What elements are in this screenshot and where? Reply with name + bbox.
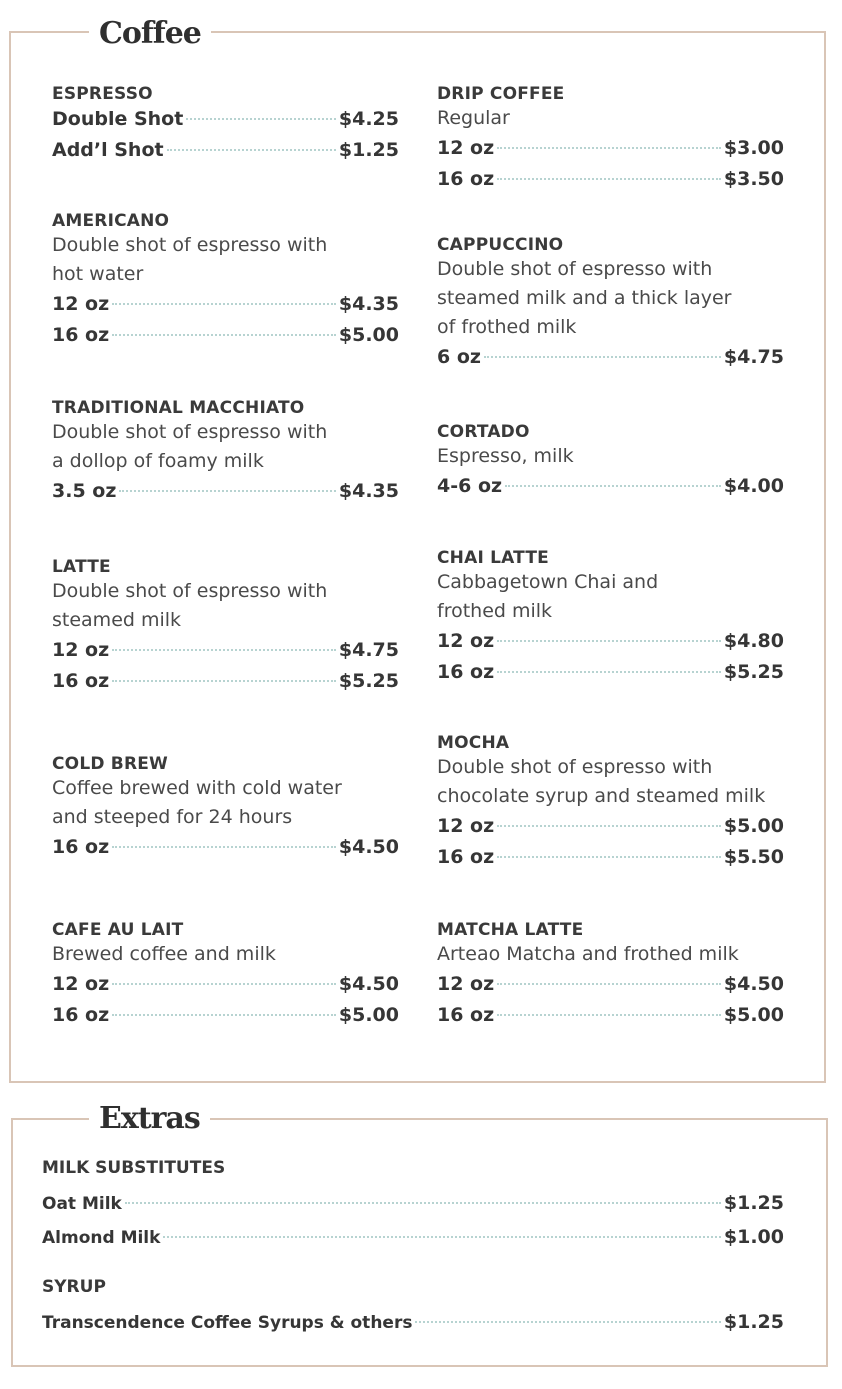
item-name: COLD BREW xyxy=(52,754,169,774)
price: $1.00 xyxy=(723,1226,784,1248)
dotted-leader xyxy=(497,1014,721,1016)
menu-item-cafe-au-lait xyxy=(52,920,399,1031)
price-row xyxy=(437,842,784,873)
item-name: AMERICANO xyxy=(52,211,170,231)
dotted-leader xyxy=(112,303,336,305)
price-row xyxy=(437,342,784,373)
menu-item-cortado xyxy=(437,422,784,502)
size-label: 16 oz xyxy=(52,1004,110,1026)
item-name: DRIP COFFEE xyxy=(437,84,565,104)
item-description-line: Double shot of espresso with xyxy=(52,580,328,602)
price: $4.75 xyxy=(723,346,784,368)
price-row xyxy=(52,320,399,351)
dotted-leader xyxy=(497,856,721,858)
dotted-leader xyxy=(497,178,721,180)
item-name: TRADITIONAL MACCHIATO xyxy=(52,398,305,418)
dotted-leader xyxy=(112,334,336,336)
item-name: ESPRESSO xyxy=(52,84,153,104)
extras-syrup xyxy=(42,1277,784,1339)
price-row xyxy=(437,969,784,1000)
item-description-line: Cabbagetown Chai and xyxy=(437,571,659,593)
item-description-line: Regular xyxy=(437,107,510,129)
item-description-line: Double shot of espresso with xyxy=(52,234,328,256)
size-label: 16 oz xyxy=(437,846,495,868)
item-description-line: chocolate syrup and steamed milk xyxy=(437,785,766,807)
menu-item-mocha xyxy=(437,733,784,873)
item-description-line: Double shot of espresso with xyxy=(437,258,713,280)
price-row xyxy=(52,104,399,135)
item-description-line: hot water xyxy=(52,263,144,285)
extras-section-title: Extras xyxy=(89,1104,210,1134)
size-label: 12 oz xyxy=(437,815,495,837)
item-description-line: Double shot of espresso with xyxy=(52,421,328,443)
price: $5.50 xyxy=(723,846,784,868)
dotted-leader xyxy=(163,1236,720,1238)
extras-heading: SYRUP xyxy=(42,1277,106,1297)
price-row xyxy=(52,832,399,863)
size-label: 16 oz xyxy=(52,836,110,858)
price: $1.25 xyxy=(338,139,399,161)
item-description-line: Coffee brewed with cold water xyxy=(52,777,342,799)
price: $4.50 xyxy=(723,973,784,995)
price-row xyxy=(52,476,399,507)
dotted-leader xyxy=(505,485,721,487)
coffee-section-title: Coffee xyxy=(89,19,211,49)
menu-item-chai-latte xyxy=(437,548,784,688)
price: $3.50 xyxy=(723,168,784,190)
price: $5.00 xyxy=(338,324,399,346)
price-row xyxy=(52,635,399,666)
size-label: Double Shot xyxy=(52,108,184,130)
item-description-line: steamed milk and a thick layer xyxy=(437,287,732,309)
size-label: 16 oz xyxy=(52,670,110,692)
menu-item-drip-coffee xyxy=(437,84,784,195)
size-label: 4-6 oz xyxy=(437,475,503,497)
price-row xyxy=(52,666,399,697)
price-row xyxy=(437,133,784,164)
price: $4.25 xyxy=(338,108,399,130)
price: $4.35 xyxy=(338,480,399,502)
price: $3.00 xyxy=(723,137,784,159)
price: $4.00 xyxy=(723,475,784,497)
price-row xyxy=(437,811,784,842)
item-name: MOCHA xyxy=(437,733,510,753)
dotted-leader xyxy=(415,1321,720,1323)
size-label: 16 oz xyxy=(437,168,495,190)
size-label: 16 oz xyxy=(437,661,495,683)
dotted-leader xyxy=(167,149,336,151)
item-name: CORTADO xyxy=(437,422,530,442)
size-label: 12 oz xyxy=(437,973,495,995)
item-description-line: steamed milk xyxy=(52,609,182,631)
dotted-leader xyxy=(112,680,336,682)
size-label: 12 oz xyxy=(52,973,110,995)
item-name: CAFE AU LAIT xyxy=(52,920,184,940)
size-label: 12 oz xyxy=(437,137,495,159)
dotted-leader xyxy=(119,490,336,492)
dotted-leader xyxy=(125,1202,721,1204)
dotted-leader xyxy=(186,118,336,120)
price: $4.35 xyxy=(338,293,399,315)
dotted-leader xyxy=(497,640,721,642)
size-label: Add’l Shot xyxy=(52,139,164,161)
item-description-line: Espresso, milk xyxy=(437,445,574,467)
item-name: MATCHA LATTE xyxy=(437,920,584,940)
extras-label: Transcendence Coffee Syrups & others xyxy=(42,1313,413,1333)
extras-label: Oat Milk xyxy=(42,1194,122,1214)
size-label: 3.5 oz xyxy=(52,480,117,502)
size-label: 12 oz xyxy=(437,630,495,652)
size-label: 16 oz xyxy=(52,324,110,346)
dotted-leader xyxy=(497,147,721,149)
item-description-line: frothed milk xyxy=(437,600,553,622)
price-row xyxy=(52,135,399,166)
price-row xyxy=(52,289,399,320)
dotted-leader xyxy=(112,846,336,848)
price: $4.80 xyxy=(723,630,784,652)
size-label: 12 oz xyxy=(52,639,110,661)
item-name: CAPPUCCINO xyxy=(437,235,564,255)
extras-row xyxy=(42,1305,784,1339)
item-description-line: a dollop of foamy milk xyxy=(52,450,264,472)
extras-label: Almond Milk xyxy=(42,1228,161,1248)
menu-item-cappuccino xyxy=(437,235,784,373)
price: $5.00 xyxy=(723,1004,784,1026)
price: $5.00 xyxy=(723,815,784,837)
dotted-leader xyxy=(112,1014,336,1016)
price-row xyxy=(52,969,399,1000)
price-row xyxy=(437,626,784,657)
price: $5.25 xyxy=(723,661,784,683)
size-label: 12 oz xyxy=(52,293,110,315)
item-description-line: Arteao Matcha and frothed milk xyxy=(437,943,739,965)
dotted-leader xyxy=(497,671,721,673)
size-label: 6 oz xyxy=(437,346,481,368)
item-description-line: Brewed coffee and milk xyxy=(52,943,276,965)
menu-item-traditional-macchiato xyxy=(52,398,399,507)
price: $1.25 xyxy=(723,1192,784,1214)
price: $5.00 xyxy=(338,1004,399,1026)
price: $4.50 xyxy=(338,836,399,858)
menu-item-matcha-latte xyxy=(437,920,784,1031)
dotted-leader xyxy=(484,356,721,358)
menu-item-cold-brew xyxy=(52,754,399,863)
price: $1.25 xyxy=(723,1311,784,1333)
dotted-leader xyxy=(112,649,336,651)
price-row xyxy=(437,471,784,502)
item-name: LATTE xyxy=(52,557,111,577)
menu-item-americano xyxy=(52,211,399,351)
price-row xyxy=(437,1000,784,1031)
price: $4.75 xyxy=(338,639,399,661)
price: $4.50 xyxy=(338,973,399,995)
item-name: CHAI LATTE xyxy=(437,548,549,568)
price-row xyxy=(52,1000,399,1031)
extras-milk-substitutes xyxy=(42,1158,784,1254)
dotted-leader xyxy=(497,825,721,827)
size-label: 16 oz xyxy=(437,1004,495,1026)
item-description-line: Double shot of espresso with xyxy=(437,756,713,778)
price: $5.25 xyxy=(338,670,399,692)
menu-item-latte xyxy=(52,557,399,697)
price-row xyxy=(437,164,784,195)
dotted-leader xyxy=(497,983,721,985)
extras-heading: MILK SUBSTITUTES xyxy=(42,1158,226,1178)
extras-row xyxy=(42,1186,784,1220)
extras-row xyxy=(42,1220,784,1254)
item-description-line: of frothed milk xyxy=(437,316,577,338)
dotted-leader xyxy=(112,983,336,985)
menu-item-espresso xyxy=(52,84,399,166)
price-row xyxy=(437,657,784,688)
item-description-line: and steeped for 24 hours xyxy=(52,806,293,828)
